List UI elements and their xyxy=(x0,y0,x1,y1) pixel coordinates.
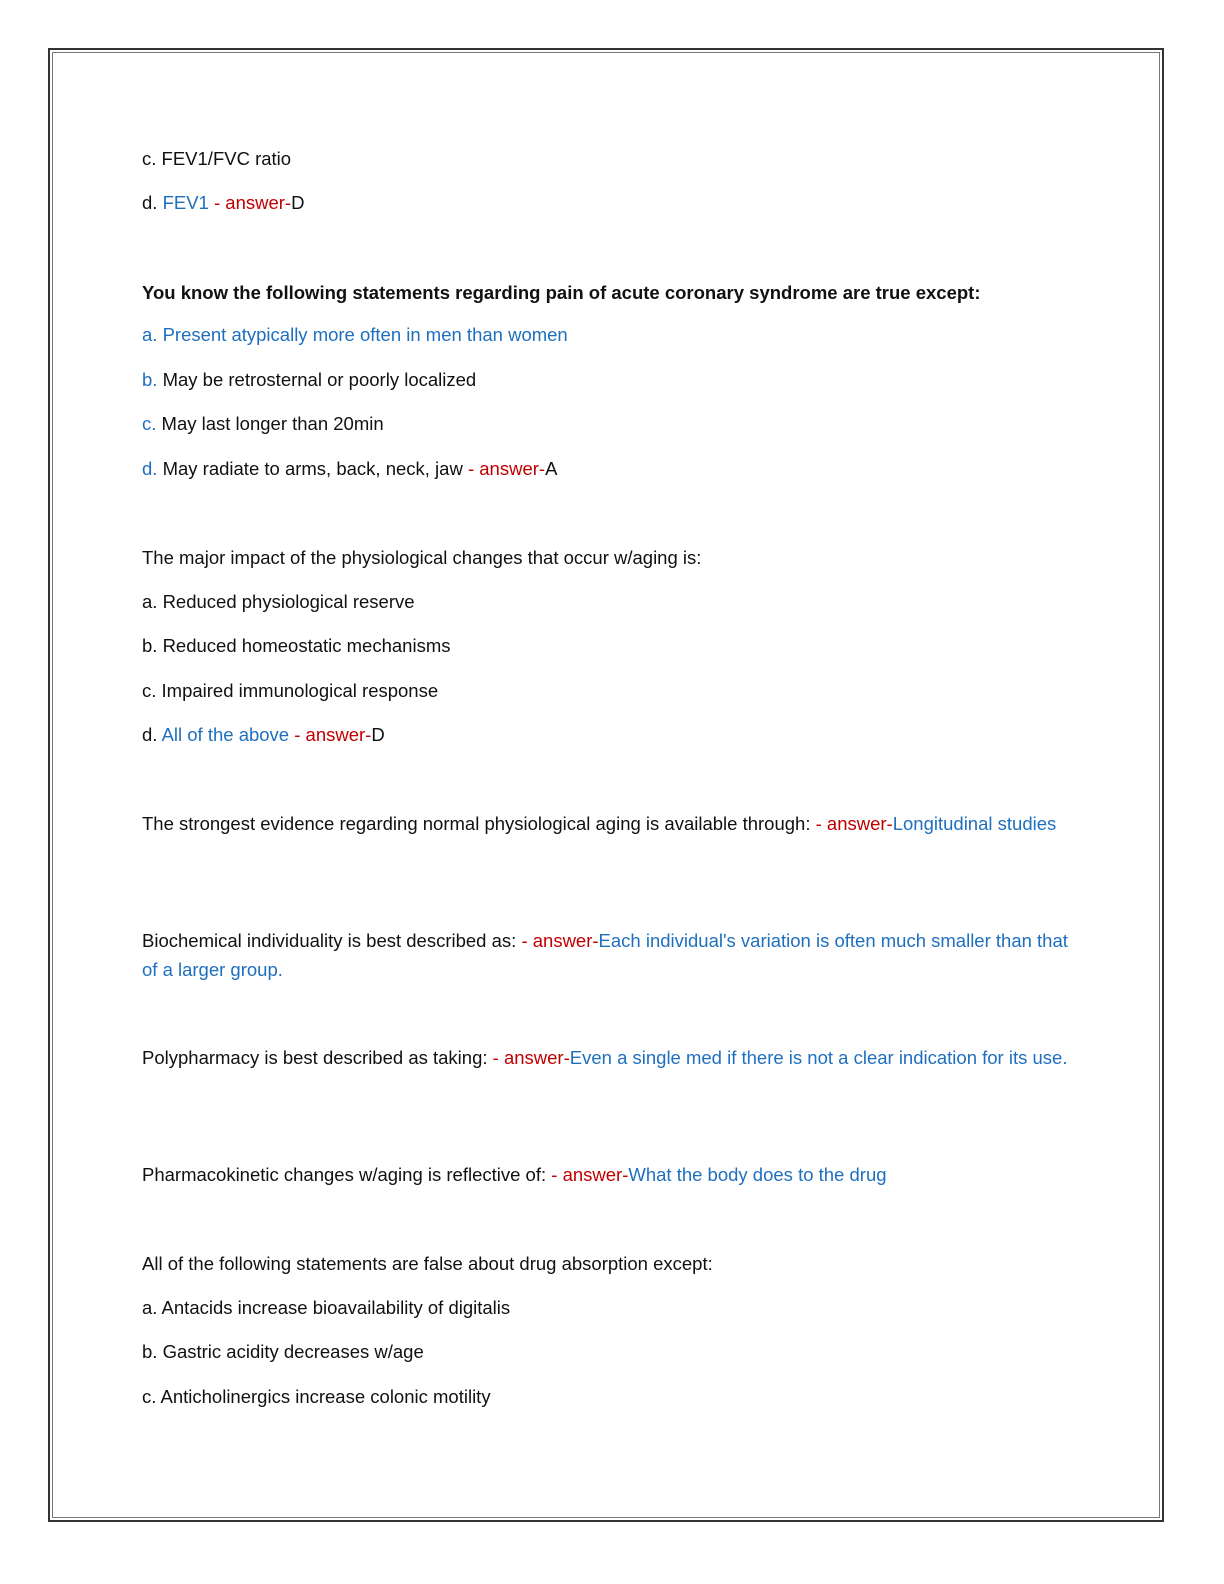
q-absorption-option-a: a. Antacids increase bioavailability of digitalis xyxy=(142,1297,511,1318)
q-acs-option-c: c. May last longer than 20min xyxy=(142,413,384,434)
q-fev-option-c: c. FEV1/FVC ratio xyxy=(142,148,292,169)
q-evidence: The strongest evidence regarding normal physiological aging is available through: - answer-Longitudinal studies xyxy=(142,813,1057,834)
q-biochem: Biochemical individuality is best described as: - answer-Each individual's variation is often much smaller than that of a larger group. xyxy=(142,930,1068,980)
q-aging-option-b: b. Reduced homeostatic mechanisms xyxy=(142,635,451,656)
q-aging-option-d: d. All of the above - answer-D xyxy=(142,724,385,745)
q-absorption-question: All of the following statements are false about drug absorption except: xyxy=(142,1253,713,1274)
q-pharmacokinetic: Pharmacokinetic changes w/aging is reflective of: - answer-What the body does to the drug xyxy=(142,1164,887,1185)
q-acs-question: You know the following statements regarding pain of acute coronary syndrome are true except: xyxy=(142,282,981,303)
q-fev-option-d: d. FEV1 - answer-D xyxy=(142,192,305,213)
q-absorption-option-c: c. Anticholinergics increase colonic motility xyxy=(142,1386,491,1407)
q-absorption-option-b: b. Gastric acidity decreases w/age xyxy=(142,1341,424,1362)
q-aging-option-a: a. Reduced physiological reserve xyxy=(142,591,415,612)
q-aging-option-c: c. Impaired immunological response xyxy=(142,680,439,701)
q-acs-option-b: b. May be retrosternal or poorly localized xyxy=(142,369,477,390)
q-acs-option-a: a. Present atypically more often in men than women xyxy=(142,324,568,345)
q-acs-option-d: d. May radiate to arms, back, neck, jaw - answer-A xyxy=(142,458,558,479)
q-aging-question: The major impact of the physiological changes that occur w/aging is: xyxy=(142,547,702,568)
q-polypharmacy: Polypharmacy is best described as taking: - answer-Even a single med if there is not a clear indication for its use. xyxy=(142,1047,1068,1068)
